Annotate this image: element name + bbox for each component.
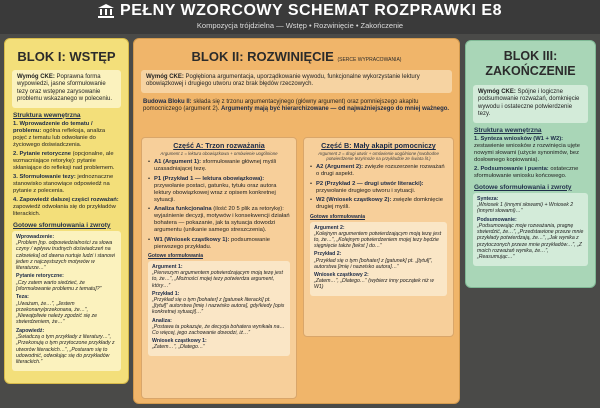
list-item: 1. Wprowadzenie do tematu / problemu: ogólna refleksja, analiza pojęć z tematu lub odwołanie do życiowego doświadczenia. (13, 120, 106, 148)
blok-wstep (4, 38, 129, 384)
structure-list (474, 136, 587, 180)
list-item: • P2 (Przykład 2 — drugi utwór literacki): przywołanie drugiego utworu i sytuacji. (310, 181, 447, 195)
building-icon (98, 4, 114, 18)
blok-title: BLOK III: ZAKOŃCZENIE (485, 49, 576, 78)
part-b-box: Część B: Mały akapit pomocniczy Argument 2 = drugi utwór + omówienie uogólnione (swobodne potwierdzenie tezy/może na przykładzie ze świata lit.) • A2 (Argument 2): zwięzłe rozszerzenie rozważań o drugi aspekt. • P2 (Przykład 2 — drugi utwór literacki): przywołanie drugiego utworu i sytuacji. • W2 (Wniosek cząstkowy 2): zwięzłe domknięcie drugiej myśli. Gotowe sformułowania Argument 2: „Kolejnym argumentem potwierdzającym moją tezę jest to, że…”, „Kolejnym potwierdzeniem mojej tezy będzie sięgnięcie także [tekst ] do…” Przykład 2: „Przykład się o tym [bohater] z [gatunek] pt. „[tytuł]”, autorstwa [imię i nazwisko autora]…” Wniosek cząstkowy 2: „Zatem…”, „Dlatego…” (wybierz inny początek niż w W1) (303, 137, 454, 337)
list-item: 2. Pytanie retoryczne (opcjonalne, ale wzmacniające retorykę): pytanie skłaniające do refleksji nad problemem. (13, 150, 115, 171)
section-title: Struktura wewnętrzna (474, 126, 542, 134)
list-item: 1. Synteza wniosków (W1 + W2): zestawienie wniosków z rozwinięcia ujęte nowymi słowami (użycie synonimów, bez dosłownego kopiowania). (474, 135, 581, 163)
wymog-box: Wymóg CKE: Spójne i logiczne podsumowanie rozważań, domknięcie wywodu i ostateczne potwierdzenie tezy. (473, 85, 588, 123)
phrases-box: Argument 1: „Pierwszym argumentem potwierdzającym moją tezę jest to, że…”, „Możności mojej tezy potwierdza argument, który…” Przykład 1: „Przykład się o tym [bohater] z [gatunek literacki] pt. „[tytuł]” autorstwa [imię i nazwisko autora], gdy/kiedy [opis konkretnej sytuacji]…” Analiza: „Postawa ta pokazuje, że decyzja bohatera wynikała na… Co więcej, jego zachowanie dowodzi, iż…” Wniosek cząstkowy 1: „Zatem…”, „Dlatego…” (148, 261, 290, 356)
phrases-box: Wprowadzenie: „Problem [np. odpowiedzialności za słowa czyny / wpływu trudnych doświadczeń na człowieka] od dawna nurtuje ludzi i stanowi jeden z najczęstszych motywów w literaturze…” Pytanie retoryczne: „Czy zatem warto siedzieć, że [sformułowanie problemu z tematu]?” Teza: „Uważam, że…”, „Jestem przekonany/przekonana, że…”, „Niewątpliwie należy zgodzić się ze stwierdzeniem, że…” Zapowiedź: „Świadczą o tym przykłady z literatury…”, „Przekonują o tym przytoczone przykłady z utworów literackich…”, „Postaram się to udowodnić, odwołując się do przykładów literackich.” (12, 231, 121, 371)
list-item: • W2 (Wniosek cząstkowy 2): zwięzłe domknięcie drugiej myśli. (310, 197, 447, 211)
list-item: • P1 (Przykład 1 — lektura obowiązkowa): przywołanie postaci, gatunku, tytułu oraz autora lektury obowiązkowej wraz z opisem konkretnej sytuacji. (148, 176, 290, 204)
list-item: 2. Podsumowanie i puenta: ostateczne sformułowanie wniosku końcowego. (474, 165, 579, 179)
structure-list (13, 121, 120, 218)
part-a-box: Część A: Trzon rozważania Argument 1 = lektura obowiązkowa + omówienie uogólnione • A1 (Argument 1): sformułowanie głównej myśli uzasadniającej tezę. • P1 (Przykład 1 — lektura obowiązkowa): przywołanie postaci, gatunku, tytułu oraz autora lektury obowiązkowej wraz z opisem konkretnej sytuacji. • Analiza funkcjonalna (ilość 20 5 plik za retorykę): wyjaśnienie decyzji, motywów i konsekwencji działań bohatera — pokazanie, jak ta sytuacja dowodzi argumentu (unikanie samego streszczenia). • W1 (Wniosek cząstkowy 1): podsumowanie pierwszego przykładu. Gotowe sformułowania Argument 1: „Pierwszym argumentem potwierdzającym moją tezę jest to, że…”, „Możności mojej tezy potwierdza argument, który…” Przykład 1: „Przykład się o tym [bohater] z [gatunek literacki] pt. „[tytuł]” autorstwa [imię i nazwisko autora], gdy/kiedy [opis konkretnej sytuacji]…” Analiza: „Postawa ta pokazuje, że decyzja bohatera wynikała na… Co więcej, jego zachowanie dowodzi, iż…” Wniosek cząstkowy 1: „Zatem…”, „Dlatego…” (141, 137, 297, 399)
phrases-title: Gotowe sformułowania i zwroty (13, 221, 111, 229)
phrases-box: Synteza: „Wniosek 1 (innymi słowami) + Wniosek 2 (innymi słowami)…” Podsumowanie: „Podsumowując moje rozważania, pragnę stwierdzić, że…”, „Przedstawione przeze mnie przykłady potwierdzają, że…”, „Jak wynika z przytoczonych przeze mnie przykładów…”, „Z moich rozważań wynika, że…”, „Reasumując…” (473, 193, 588, 266)
phrases-title: Gotowe sformułowania i zwroty (474, 183, 572, 191)
list-item: • A2 (Argument 2): zwięzłe rozszerzenie rozważań o drugi aspekt. (310, 164, 447, 178)
list-item: 3. Sformułowanie tezy: jednoznaczne stanowisko stanowiące odpowiedź na pytanie z polecenia. (13, 173, 114, 194)
phrases-box: Argument 2: „Kolejnym argumentem potwierdzającym moją tezę jest to, że…”, „Kolejnym potwierdzeniem mojej tezy będzie sięgnięcie także [tekst ] do…” Przykład 2: „Przykład się o tym [bohater] z [gatunek] pt. „[tytuł]”, autorstwa [imię i nazwisko autora]…” Wniosek cząstkowy 2: „Zatem…”, „Dlatego…” (wybierz inny początek niż w W1) (310, 222, 447, 296)
blok-zakonczenie (465, 40, 596, 288)
header (0, 0, 600, 34)
list-item: • Analiza funkcjonalna (ilość 20 5 plik za retorykę): wyjaśnienie decyzji, motywów i konsekwencji działań bohatera — pokazanie, jak ta sytuacja dowodzi argumentu (unikanie samego streszczenia). (148, 206, 290, 234)
section-title: Struktura wewnętrzna (13, 111, 81, 119)
page-title: PEŁNY WZORCOWY SCHEMAT ROZPRAWKI E8 (0, 0, 600, 20)
blok-rozwiniecie (133, 38, 460, 404)
blok-title: BLOK I: WSTĘP (17, 49, 116, 64)
blok-title: BLOK II: ROZWINIĘCIE (SERCE WYPRACOWANIA) (191, 49, 402, 64)
budowa-text: Budowa Bloku II: składa się z trzonu argumentacyjnego (główny argument) oraz pomniejszego akapitu pomocniczego (argument 2). Argumenty mają być hierarchizowane — od najważniejszego do mniej ważnego. (143, 98, 450, 113)
page-subtitle: Kompozycja trójdzielna — Wstęp • Rozwinięcie • Zakończenie (196, 21, 404, 30)
list-item: • W1 (Wniosek cząstkowy 1): podsumowanie pierwszego przykładu. (148, 237, 290, 251)
wymog-box: Wymóg CKE: Pogłębiona argumentacja, uporządkowanie wywodu, funkcjonalne wykorzystanie lektury obowiązkowej i drugiego utworu oraz brak błędów rzeczowych. (141, 70, 452, 93)
wymog-box: Wymóg CKE: Poprawna forma wypowiedzi, jasne sformułowanie tezy oraz wstępne zarysowanie problemu wskazanego w poleceniu. (12, 70, 121, 108)
list-item: • A1 (Argument 1): sformułowanie głównej myśli uzasadniającej tezę. (148, 159, 290, 173)
list-item: 4. Zapowiedź dalszej części rozważań: zapowiedź odwołania się do przykładów literackich. (13, 196, 119, 217)
